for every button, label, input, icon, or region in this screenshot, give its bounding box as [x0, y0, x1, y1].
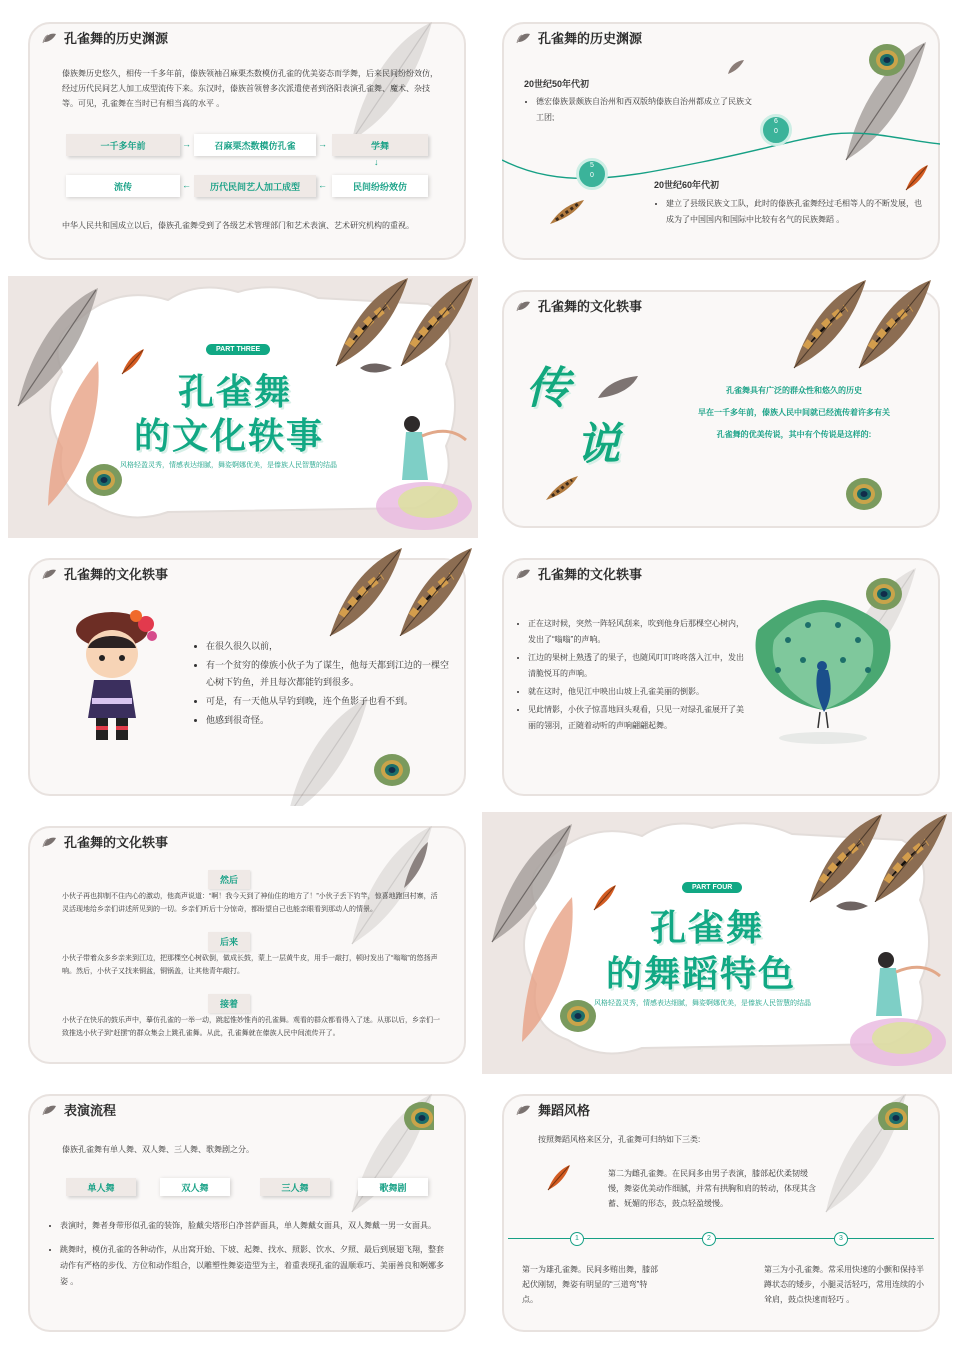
- small-feather-decoration: [544, 474, 580, 504]
- peacock-eye-decoration: [869, 42, 905, 76]
- feather-decoration: [816, 1092, 926, 1222]
- era-label-60s: 20世纪60年代初: [654, 180, 720, 190]
- headline-line-1: 孔雀舞: [650, 907, 765, 948]
- slide-culture-1: [12, 546, 482, 808]
- leaf-icon: [516, 300, 532, 312]
- arrow-left-icon: ←: [182, 180, 191, 190]
- story-bullet: • 就在这时，他见江中映出山坡上孔雀美丽的倒影。: [528, 684, 746, 700]
- type-tag-duo: 双人舞: [160, 1178, 230, 1196]
- big-char-chuan: 传: [526, 364, 570, 413]
- small-feather-decoration: [592, 884, 618, 912]
- arrow-left-icon: ←: [318, 180, 327, 190]
- leaf-icon: [516, 568, 532, 580]
- small-feather-decoration: [546, 1164, 572, 1192]
- peacock-illustration: [748, 600, 898, 750]
- leaf-icon: [42, 836, 58, 848]
- peacock-eye-decoration: [560, 998, 596, 1032]
- timeline-wave: [502, 120, 940, 190]
- style-node-3: 3: [834, 1232, 848, 1246]
- slide-culture-3: [12, 814, 482, 1076]
- part-pill: PART THREE: [206, 344, 270, 355]
- flow-step-4: 民间纷纷效仿: [332, 175, 428, 197]
- style-node-1: 1: [570, 1232, 584, 1246]
- slide-history-1: [12, 10, 482, 272]
- legend-line-1: 孔雀舞具有广泛的群众性和悠久的历史: [726, 386, 862, 395]
- slide-title: 舞蹈风格: [538, 1103, 591, 1118]
- slide-title: 孔雀舞的文化轶事: [538, 299, 643, 314]
- timeline-node-60s: 6 0: [760, 114, 792, 146]
- leaf-icon: [42, 1104, 58, 1116]
- subtitle: 风格轻盈灵秀，情感表达细腻，舞姿婀娜优美，是傣族人民智慧的结晶: [594, 1000, 811, 1007]
- slide-performance-flow: [12, 1082, 482, 1344]
- story-bullet: • 正在这时候，突然一阵轻风刮来，吹到他身后那棵空心树内，发出了“嗡嗡”的声响。: [528, 616, 746, 648]
- story-bullet: • 见此情影，小伙子惊喜地回头观看，只见一对绿孔雀展开了美丽的翎羽，正随着动听的声响翩翩起舞。: [528, 702, 746, 734]
- era-list-60s: [654, 196, 926, 230]
- legend-line-3: 孔雀舞的优美传说，其中有个传说是这样的:: [716, 430, 872, 439]
- story-bullet: • 在很久很久以前，: [206, 638, 456, 655]
- style-female: 第二为雌孔雀舞。在民间多由男子表演，膝部起伏柔韧缓慢，舞姿优美动作细腻，并常有拱胸和肩的转动，体现其含蓄、妩媚的形态，鼓点轻盈缓慢。: [608, 1169, 816, 1208]
- arrow-down-icon: ↓: [374, 157, 379, 167]
- type-tag-trio: 三人舞: [260, 1178, 330, 1196]
- story-bullet: • 可是，有一天他从早钓到晚，连个鱼影子也看不到。: [206, 693, 456, 710]
- intro-text: 傣族孔雀舞有单人舞、双人舞、三人舞、歌舞剧之分。: [62, 1145, 254, 1154]
- grey-leaf-decoration: [596, 374, 640, 404]
- headline-line-2: 的舞蹈特色: [606, 953, 797, 994]
- era-label-50s: 20世纪50年代初: [524, 79, 590, 89]
- arrow-right-icon: →: [318, 139, 327, 149]
- small-feather-decoration: [358, 360, 394, 376]
- small-feather-decoration: [120, 348, 146, 376]
- headline-line-1: 孔雀舞: [178, 371, 293, 412]
- leaf-icon: [516, 1104, 532, 1116]
- slide-title: 孔雀舞的文化轶事: [64, 567, 169, 582]
- peacock-eye-decoration: [846, 476, 882, 510]
- slide-dance-style: [486, 1082, 956, 1344]
- peacock-eye-decoration: [404, 1100, 434, 1130]
- slide-part-four: [482, 812, 952, 1074]
- feather-decoration: [342, 824, 452, 954]
- leaf-icon: [42, 568, 58, 580]
- story-bullet: • 他感到很奇怪。: [206, 712, 456, 729]
- leaf-icon: [516, 32, 532, 44]
- peacock-eye-decoration: [374, 752, 410, 786]
- small-feather-decoration: [726, 58, 746, 78]
- outro-text: 中华人民共和国成立以后，傣族孔雀舞受到了各级艺术管理部门和艺术表演、艺术研究机构的重视。: [62, 221, 414, 230]
- style-small: 第三为小孔雀舞。常采用快速的小颤和保持半蹲状态的矮步，小腿灵活轻巧，常用连续的小耸肩，鼓点快速而轻巧 。: [764, 1265, 924, 1304]
- subtitle: 风格轻盈灵秀，情感表达细腻，舞姿婀娜优美，是傣族人民智慧的结晶: [120, 462, 337, 469]
- headline-line-2: 的文化轶事: [134, 415, 325, 456]
- slide-part-three: [8, 276, 478, 538]
- slide-culture-legend: [486, 278, 956, 540]
- peacock-eye-decoration: [878, 1100, 908, 1130]
- intro-text: 按照舞蹈风格来区分，孔雀舞可归纳如下三类:: [538, 1135, 701, 1144]
- story-paragraph: 小伙子带着众多乡亲来到江边，把那棵空心树砍倒，做成长鼓，蒙上一层黄牛皮，用手一敲打，顿时发出了“嗡嗡”的悠扬声响。然后，小伙子又找来铜盆，铜锅盖，让其他青年敲打。: [62, 955, 438, 975]
- legend-line-2: 早在一千多年前，傣族人民中间就已经流传着许多有关: [698, 408, 890, 417]
- slide-title: 孔雀舞的历史渊源: [538, 31, 643, 46]
- brown-feather-decoration: [393, 276, 473, 366]
- dancer-illustration: [840, 946, 950, 1066]
- story-paragraph: 小伙子再也抑制不住内心的激动，他高声说道：“啊！我今天到了神仙住的地方了！”小伙子丢下钓竿，惊喜地跑回村寨，活灵活现地给乡亲们讲述所见到的一切。乡亲们听后十分惊奇，都盼望自己也能亲眼看到那动人的情景。: [62, 893, 438, 913]
- arrow-right-icon: →: [182, 139, 191, 149]
- era-list-50s: [524, 94, 756, 128]
- story-list: [194, 638, 456, 731]
- slide-culture-2: [486, 546, 956, 808]
- type-tag-solo: 单人舞: [66, 1178, 136, 1196]
- story-paragraph: 小伙子在快乐的鼓乐声中，摹仿孔雀的一举一动，跳起惟妙惟肖的孔雀舞。观看的群众都看得入了迷。从那以后，乡亲们一致推选小伙子到“赶摆”的群众集会上跳孔雀舞。从此，孔雀舞就在傣族人民中间流传开了。: [62, 1017, 440, 1037]
- intro-text: 傣族舞历史悠久，相传一千多年前，傣族领袖召麻栗杰数模仿孔雀的优美姿态而学舞，后来民间纷纷效仿，经过历代民间艺人加工成型流传下来。东汉时，傣族首领曾多次派遣使者到洛阳表演孔雀舞、魔术、杂技等。可见，孔雀舞在当时已有相当高的水平 。: [62, 69, 438, 108]
- flow-step-3: 学舞: [332, 134, 428, 156]
- story-list: [516, 616, 746, 736]
- flow-step-5: 历代民间艺人加工成型: [194, 175, 316, 197]
- brown-feather-decoration: [851, 278, 941, 378]
- section-tag: 接着: [208, 994, 250, 1013]
- peacock-eye-decoration: [86, 462, 122, 496]
- story-bullet: • 江边的果树上熟透了的果子，也随风叮叮咚咚落入江中，发出清脆悦耳的声响。: [528, 650, 746, 682]
- performance-bullet: • 表演时，舞者身带形似孔雀的装饰，脸戴尖塔形白净菩萨面具，单人舞戴女面具，双人舞戴一男一女面具。: [60, 1218, 450, 1234]
- feather-decoration: [342, 1092, 452, 1222]
- section-tag: 后来: [208, 932, 250, 951]
- flow-step-6: 流传: [66, 175, 180, 197]
- small-feather-decoration: [834, 898, 870, 914]
- flow-step-2: 召麻栗杰数模仿孔雀: [194, 134, 316, 156]
- type-tag-opera: 歌舞剧: [358, 1178, 428, 1196]
- performance-bullet: • 跳舞时，模仿孔雀的各种动作，从出窝开始、下坡、起舞、找水、照影、饮水、夕照、最后到展翅飞翔，整套动作有严格的步伐、方位和动作组合，以雕塑性舞姿造型为主，着重表现孔雀的温顺乖巧、美丽善良和婀娜多姿 。: [60, 1242, 450, 1290]
- story-bullet: • 有一个贫穷的傣族小伙子为了谋生，他每天都到江边的一棵空心树下钓鱼，并且每次都能钓到很多。: [206, 657, 456, 691]
- slide-title: 孔雀舞的历史渊源: [64, 31, 169, 46]
- performance-list: [48, 1218, 450, 1292]
- slide-title: 表演流程: [64, 1103, 117, 1118]
- era-text-60s: • 建立了县级民族文工队，此时的傣族孔雀舞经过毛相等人的不断发展，也成为了中国国内和国际中比较有名气的民族舞蹈 。: [666, 196, 926, 228]
- style-node-2: 2: [702, 1232, 716, 1246]
- grey-feather-decoration: [402, 840, 432, 890]
- legend-intro: [674, 380, 914, 446]
- big-char-shuo: 说: [576, 420, 620, 469]
- slide-title: 孔雀舞的文化轶事: [538, 567, 643, 582]
- section-tag: 然后: [208, 870, 250, 889]
- part-pill: PART FOUR: [682, 882, 742, 893]
- flow-step-1: 一千多年前: [66, 134, 180, 156]
- era-text-50s: • 德宏傣族景颇族自治州和西双版纳傣族自治州都成立了民族文工团;: [536, 94, 756, 126]
- slide-history-2: [486, 10, 956, 272]
- brown-feather-decoration: [392, 546, 472, 636]
- small-feather-decoration: [548, 198, 588, 228]
- dancer-illustration: [366, 410, 476, 530]
- style-male: 第一为雄孔雀舞。民间多贿出舞，膝部起伏刚韧，舞姿有明显的“三道弯”特点。: [522, 1265, 658, 1304]
- timeline-node-50s: 5 0: [576, 158, 608, 190]
- leaf-icon: [42, 32, 58, 44]
- boy-illustration: [66, 602, 166, 752]
- brown-feather-decoration: [867, 812, 947, 902]
- slide-title: 孔雀舞的文化轶事: [64, 835, 169, 850]
